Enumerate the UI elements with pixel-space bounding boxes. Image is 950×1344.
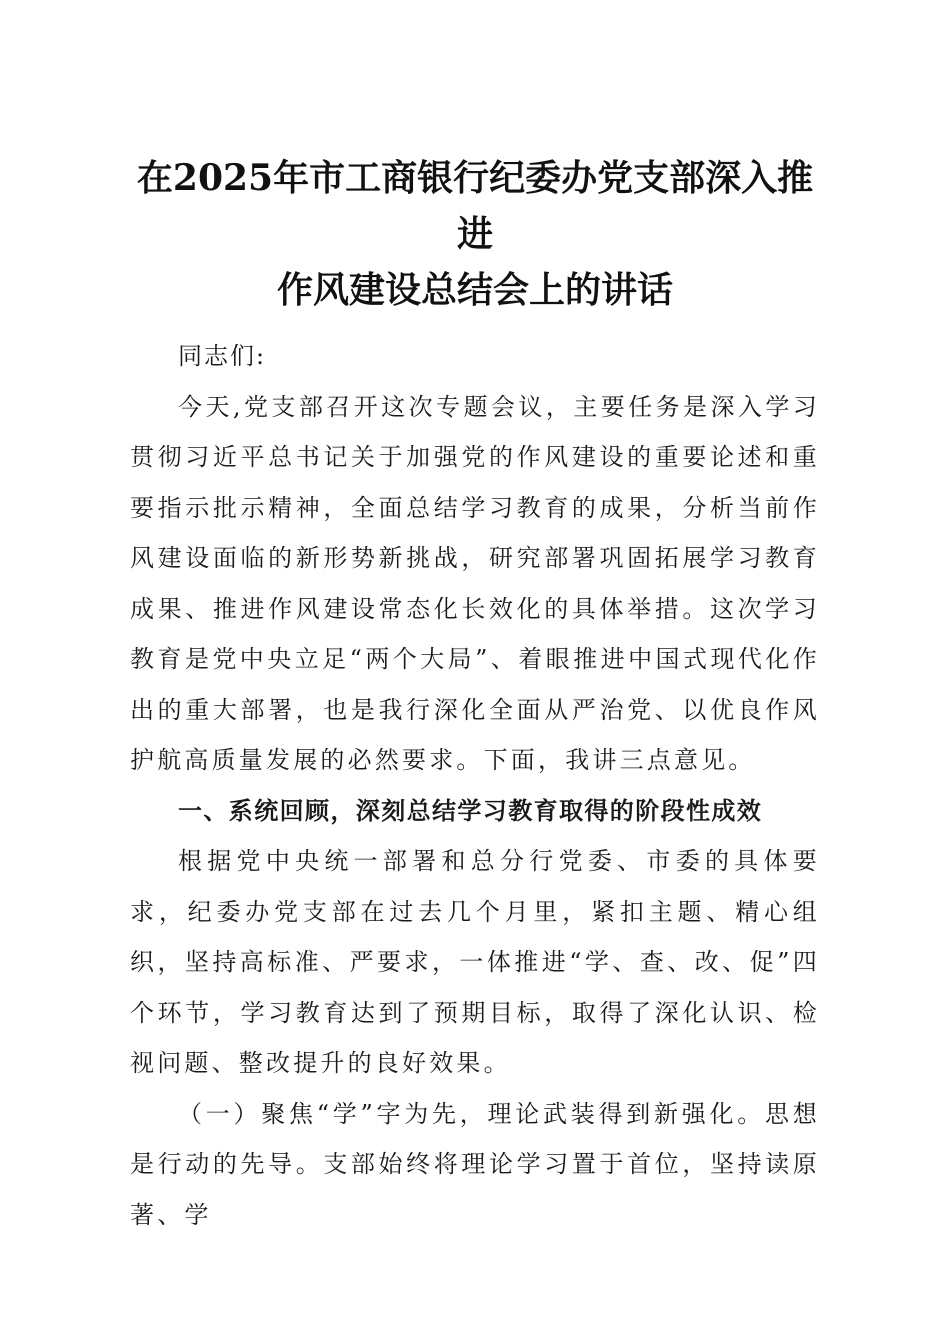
intro-paragraph: 今天,党支部召开这次专题会议，主要任务是深入学习贯彻习近平总书记关于加强党的作风建设的重要论述和重要指示批示精神，全面总结学习教育的成果，分析当前作风建设面临的新形势新挑战，研究部署巩固拓展学习教育成果、推进作风建设常态化长效化的具体举措。这次学习教育是党中央立足“两个大局”、着眼推进中国式现代化作出的重大部署，也是我行深化全面从严治党、以优良作风护航高质量发展的必然要求。下面，我讲三点意见。 (130, 392, 820, 774)
title-line-2: 作风建设总结会上的讲话 (276, 269, 673, 311)
document-body (130, 331, 820, 1240)
section-1-heading: 一、系统回顾，深刻总结学习教育取得的阶段性成效 (178, 796, 763, 825)
document-title (120, 150, 830, 318)
greeting: 同志们: (178, 342, 267, 370)
subsection-1-paragraph: （一）聚焦“学”字为先，理论武装得到新强化。思想是行动的先导。支部始终将理论学习置于首位，坚持读原著、学 (130, 1099, 820, 1229)
section-1-paragraph: 根据党中央统一部署和总分行党委、市委的具体要求，纪委办党支部在过去几个月里，紧扣主题、精心组织，坚持高标准、严要求，一体推进“学、查、改、促”四个环节，学习教育达到了预期目标，取得了深化认识、检视问题、整改提升的良好效果。 (130, 847, 820, 1077)
title-line-1: 在2025年市工商银行纪委办党支部深入推进 (136, 157, 814, 255)
